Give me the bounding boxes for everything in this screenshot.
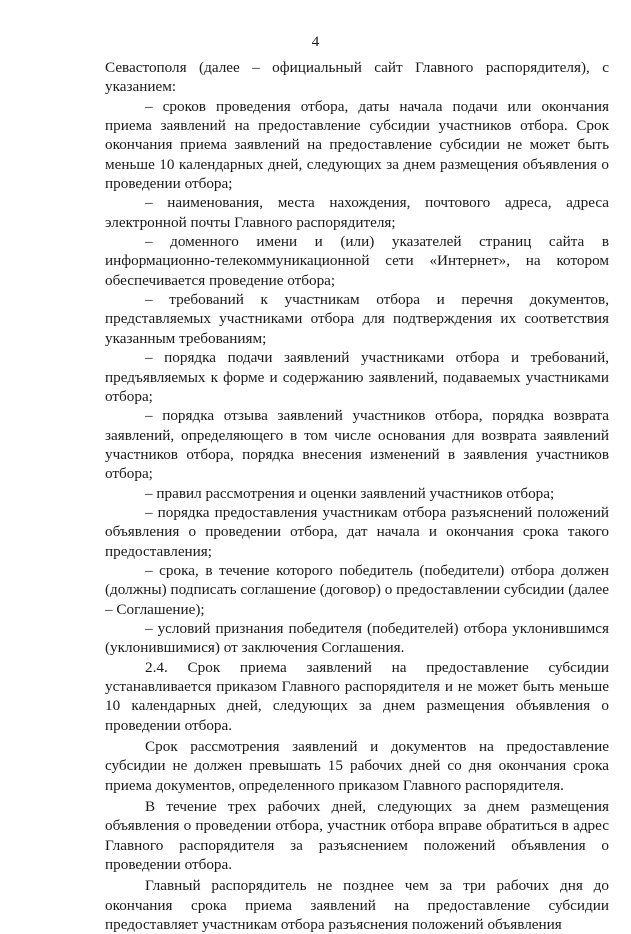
list-item-evaluation: – правил рассмотрения и оценки заявлений участников отбора; [145, 484, 555, 502]
list-item-submission: – порядка подачи заявлений участниками отбора и требований, предъявляемых к форме и содержанию заявлений, подаваемых участниками отбора; [105, 349, 609, 405]
list-item-domain: – доменного имени и (или) указателей страниц сайта в информационно-телекоммуникационной сети «Интернет», на котором обеспечивается проведение отбора; [105, 233, 609, 289]
document-text [105, 58, 609, 934]
paragraph-intro: Севастополя (далее – официальный сайт Главного распорядителя), с указанием: [105, 59, 609, 96]
paragraph-2-4: 2.4. Срок приема заявлений на предоставление субсидии устанавливается приказом Главного распорядителя и не может быть меньше 10 календарных дней, следующих за днем размещения объявления о проведении отбора. [105, 658, 609, 734]
paragraph-inquiry: В течение трех рабочих дней, следующих за днем размещения объявления о проведении отбора, участник отбора вправе обратиться в адрес Главного распорядителя за разъяснением положений объявления о проведении отбора. [105, 798, 609, 874]
list-item-agreement-term: – срока, в течение которого победитель (победители) отбора должен (должны) подписать соглашение (договор) о предоставлении субсидии (далее – Соглашение); [105, 561, 609, 618]
list-item-withdrawal: – порядка отзыва заявлений участников отбора, порядка возврата заявлений, определяющего в том числе основания для возврата заявлений участников отбора, порядка внесения изменений в заявления участников отбора; [105, 407, 609, 483]
list-item-address: – наименования, места нахождения, почтового адреса, адреса электронной почты Главного распорядителя; [105, 194, 609, 231]
list-item-evasion: – условий признания победителя (победителей) отбора уклонившимся (уклонившимися) от заключения Соглашения. [105, 619, 609, 657]
paragraph-review-term: Срок рассмотрения заявлений и документов на предоставление субсидии не должен превышать 15 рабочих дней со дня окончания срока приема документов, определенного приказом Главного распорядителя. [105, 738, 609, 794]
list-item-requirements: – требований к участникам отбора и перечня документов, представляемых участниками отбора для подтверждения их соответствия указанным требованиям; [105, 291, 609, 347]
list-item-clarifications: – порядка предоставления участникам отбора разъяснений положений объявления о проведении отбора, дат начала и окончания срока такого предоставления; [105, 503, 609, 560]
list-item-deadlines: – сроков проведения отбора, даты начала подачи или окончания приема заявлений на предоставление субсидии участников отбора. Срок окончания приема заявлений на предоставление субсидии не может быть меньше 10 календарных дней, следующих за днем размещения объявления о проведении отбора; [105, 97, 609, 193]
page-number: 4 [311, 34, 320, 50]
paragraph-explanations: Главный распорядитель не позднее чем за три рабочих дня до окончания срока приема заявлений на предоставление субсидии предоставляет участникам отбора разъяснения положений объявления [105, 877, 609, 934]
